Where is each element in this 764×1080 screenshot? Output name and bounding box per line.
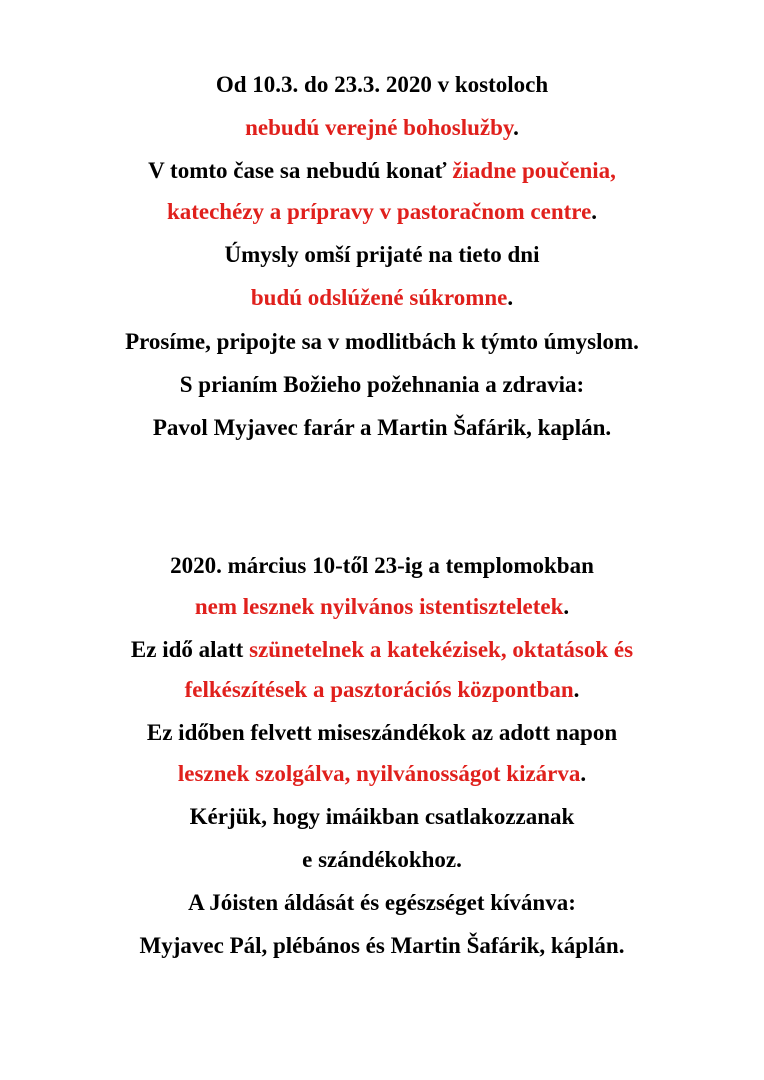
sk-intentions-text: Úmysly omší prijaté na tieto dni <box>224 242 540 267</box>
sk-signature-line <box>0 413 764 443</box>
hu-dates-text: 2020. március 10-től 23-ig a templomokban <box>170 553 594 578</box>
sk-period: . <box>507 285 514 310</box>
sk-no-lessons-highlight: žiadne poučenia, <box>452 158 616 183</box>
sk-catechesis-line <box>0 197 764 227</box>
sk-prayer-text: Prosíme, pripojte sa v modlitbách k týmto úmyslom. <box>125 329 639 354</box>
sk-prayer-line <box>0 327 764 357</box>
sk-no-lessons-lead: V tomto čase sa nebudú konať <box>148 158 453 183</box>
hu-prayer-text: Kérjük, hogy imáikban csatlakozzanak <box>189 804 575 829</box>
hu-no-lessons-highlight: szünetelnek a katekézisek, oktatások és <box>249 637 634 662</box>
sk-dates-line <box>0 70 764 100</box>
hu-no-lessons-line <box>0 635 764 665</box>
hu-prayer-line <box>0 802 764 832</box>
sk-dates-text: Od 10.3. do 23.3. 2020 v kostoloch <box>215 72 549 97</box>
sk-blessing-line <box>0 370 764 400</box>
hu-private-text: lesznek szolgálva, nyilvánosságot kizárva <box>177 761 581 786</box>
hu-blessing-text: A Jóisten áldását és egészséget kívánva: <box>188 890 576 915</box>
sk-blessing-text: S prianím Božieho požehnania a zdravia: <box>179 372 585 397</box>
sk-signature-text: Pavol Myjavec farár a Martin Šafárik, kaplán. <box>152 415 612 440</box>
hu-intentions-text: Ez időben felvett miseszándékok az adott napon <box>146 720 618 745</box>
hu-intentions-line <box>0 718 764 748</box>
hu-signature-text: Myjavec Pál, plébános és Martin Šafárik, káplán. <box>139 933 625 958</box>
hu-dates-line <box>0 551 764 581</box>
sk-period: . <box>513 115 519 140</box>
hu-period: . <box>563 594 570 619</box>
hu-blessing-line <box>0 888 764 918</box>
sk-no-lessons-line <box>0 156 764 186</box>
hu-preparation-text: felkészítések a pasztorációs központban <box>184 677 574 702</box>
hu-no-lessons-lead: Ez idő alatt <box>130 637 250 662</box>
hu-intentions-end-line <box>0 845 764 875</box>
hu-period: . <box>573 677 580 702</box>
sk-private-line <box>0 283 764 313</box>
hu-private-line <box>0 759 764 789</box>
hu-signature-line <box>0 931 764 961</box>
hu-no-services-text: nem lesznek nyilvános istentiszteletek <box>194 594 564 619</box>
hu-intentions-end-text: e szándékokhoz. <box>302 847 462 872</box>
sk-catechesis-text: katechézy a prípravy v pastoračnom centre <box>166 199 592 224</box>
sk-no-services-text: nebudú verejné bohoslužby <box>245 115 514 140</box>
sk-intentions-line <box>0 240 764 270</box>
sk-no-services-line <box>0 113 764 143</box>
sk-period: . <box>591 199 598 224</box>
hu-period: . <box>580 761 587 786</box>
hu-preparation-line <box>0 675 764 705</box>
sk-private-text: budú odslúžené súkromne <box>250 285 508 310</box>
hu-no-services-line <box>0 592 764 622</box>
